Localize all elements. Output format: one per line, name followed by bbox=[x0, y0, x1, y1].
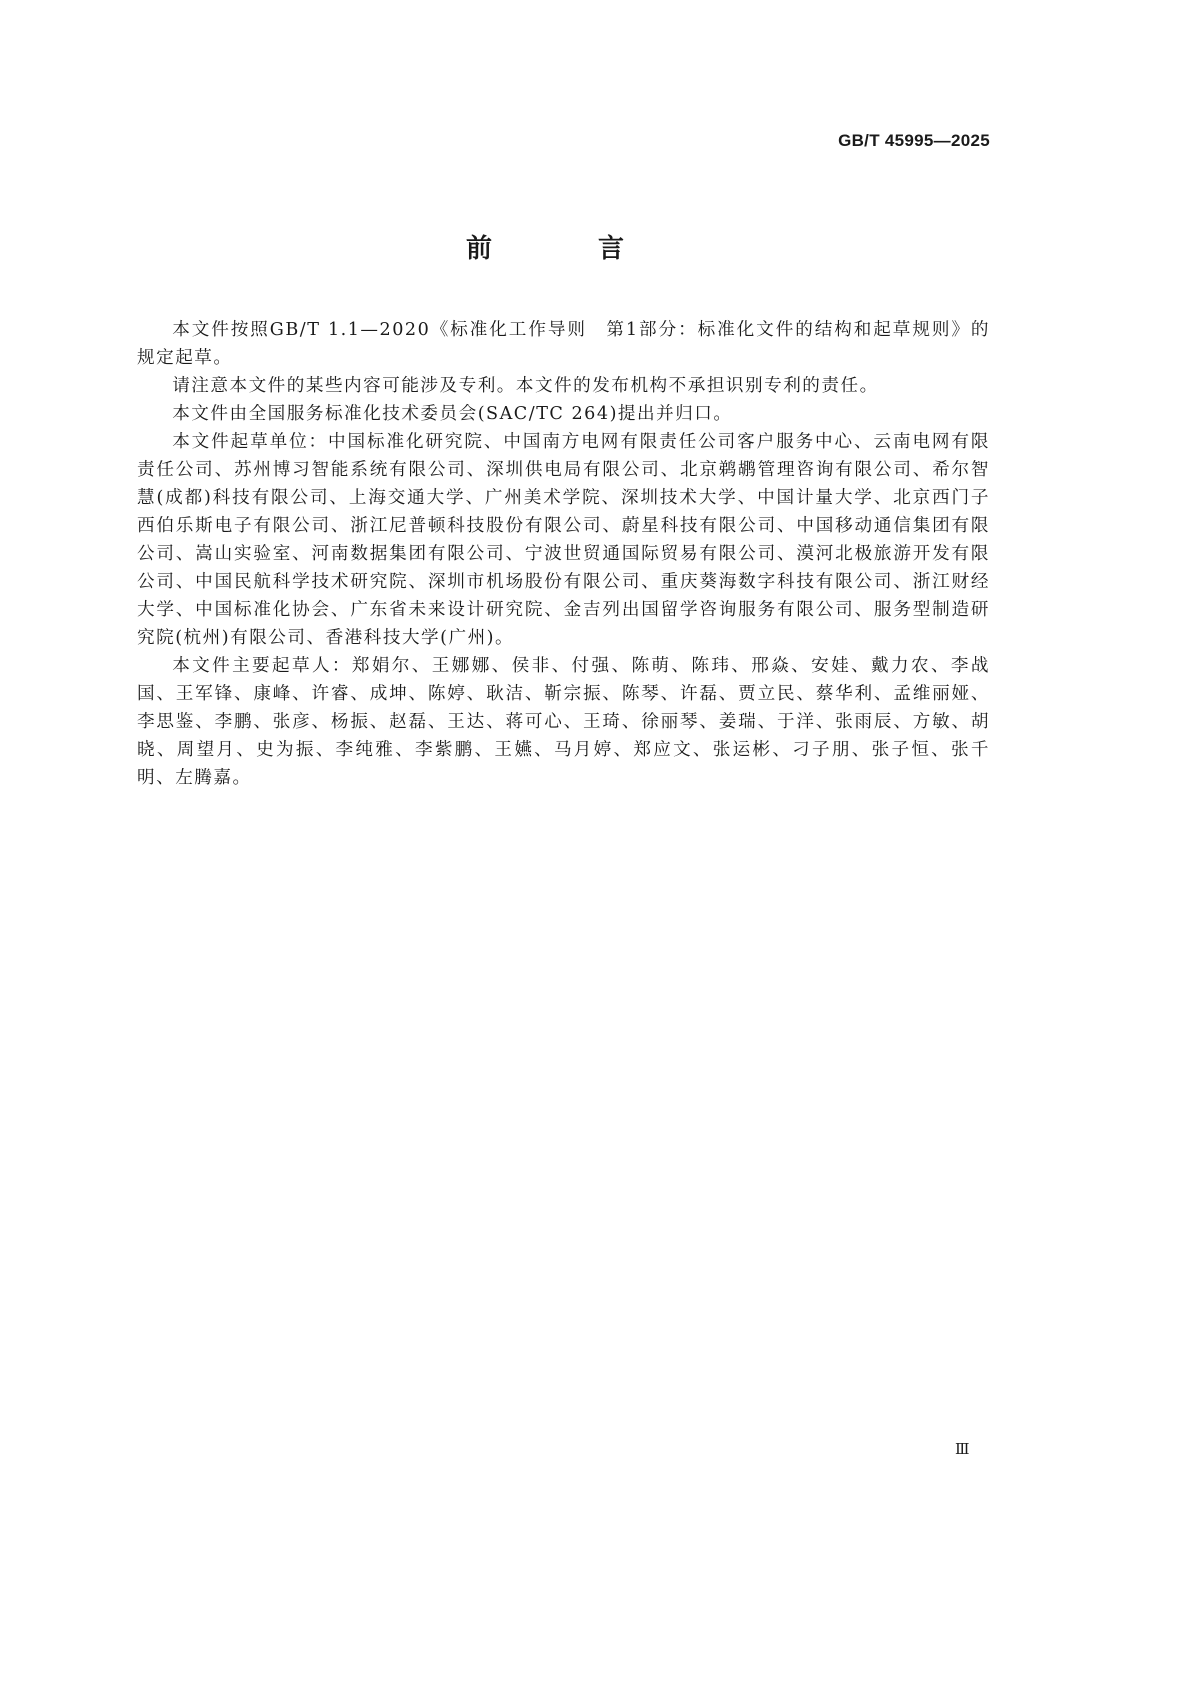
paragraph-drafters: 本文件主要起草人：郑娟尔、王娜娜、侯非、付强、陈萌、陈玮、邢焱、安娃、戴力农、李战国、王军锋、康峰、许睿、成坤、陈婷、耿洁、靳宗振、陈琴、许磊、贾立民、蔡华利、孟维丽娅、李思鉴、李鹏、张彦、杨振、赵磊、王达、蒋可心、王琦、徐丽琴、姜瑞、于洋、张雨辰、方敏、胡晓、周望月、史为振、李纯雅、李紫鹏、王嬿、马月婷、郑应文、张运彬、刁子朋、张子恒、张千明、左腾嘉。 bbox=[137, 656, 990, 788]
paragraph-drafting-units: 本文件起草单位：中国标准化研究院、中国南方电网有限责任公司客户服务中心、云南电网有限责任公司、苏州博习智能系统有限公司、深圳供电局有限公司、北京鹈鹕管理咨询有限公司、希尔智慧(成都)科技有限公司、上海交通大学、广州美术学院、深圳技术大学、中国计量大学、北京西门子西伯乐斯电子有限公司、浙江尼普顿科技股份有限公司、蔚星科技有限公司、中国移动通信集团有限公司、嵩山实验室、河南数据集团有限公司、宁波世贸通国际贸易有限公司、漠河北极旅游开发有限公司、中国民航科学技术研究院、深圳市机场股份有限公司、重庆葵海数字科技有限公司、浙江财经大学、中国标准化协会、广东省未来设计研究院、金吉列出国留学咨询服务有限公司、服务型制造研究院(杭州)有限公司、香港科技大学(广州)。 bbox=[137, 432, 990, 648]
document-code: GB/T 45995—2025 bbox=[838, 131, 990, 150]
paragraph-drafting-basis: 本文件按照GB/T 1.1—2020《标准化工作导则 第1部分：标准化文件的结构和起草规则》的规定起草。 bbox=[137, 320, 990, 368]
paragraph-proposer: 本文件由全国服务标准化技术委员会(SAC/TC 264)提出并归口。 bbox=[172, 404, 733, 424]
paragraph-patent-notice: 请注意本文件的某些内容可能涉及专利。本文件的发布机构不承担识别专利的责任。 bbox=[172, 376, 879, 396]
foreword-body bbox=[137, 316, 990, 792]
page-title: 前 言 bbox=[465, 234, 664, 264]
page-number: Ⅲ bbox=[955, 1440, 970, 1458]
